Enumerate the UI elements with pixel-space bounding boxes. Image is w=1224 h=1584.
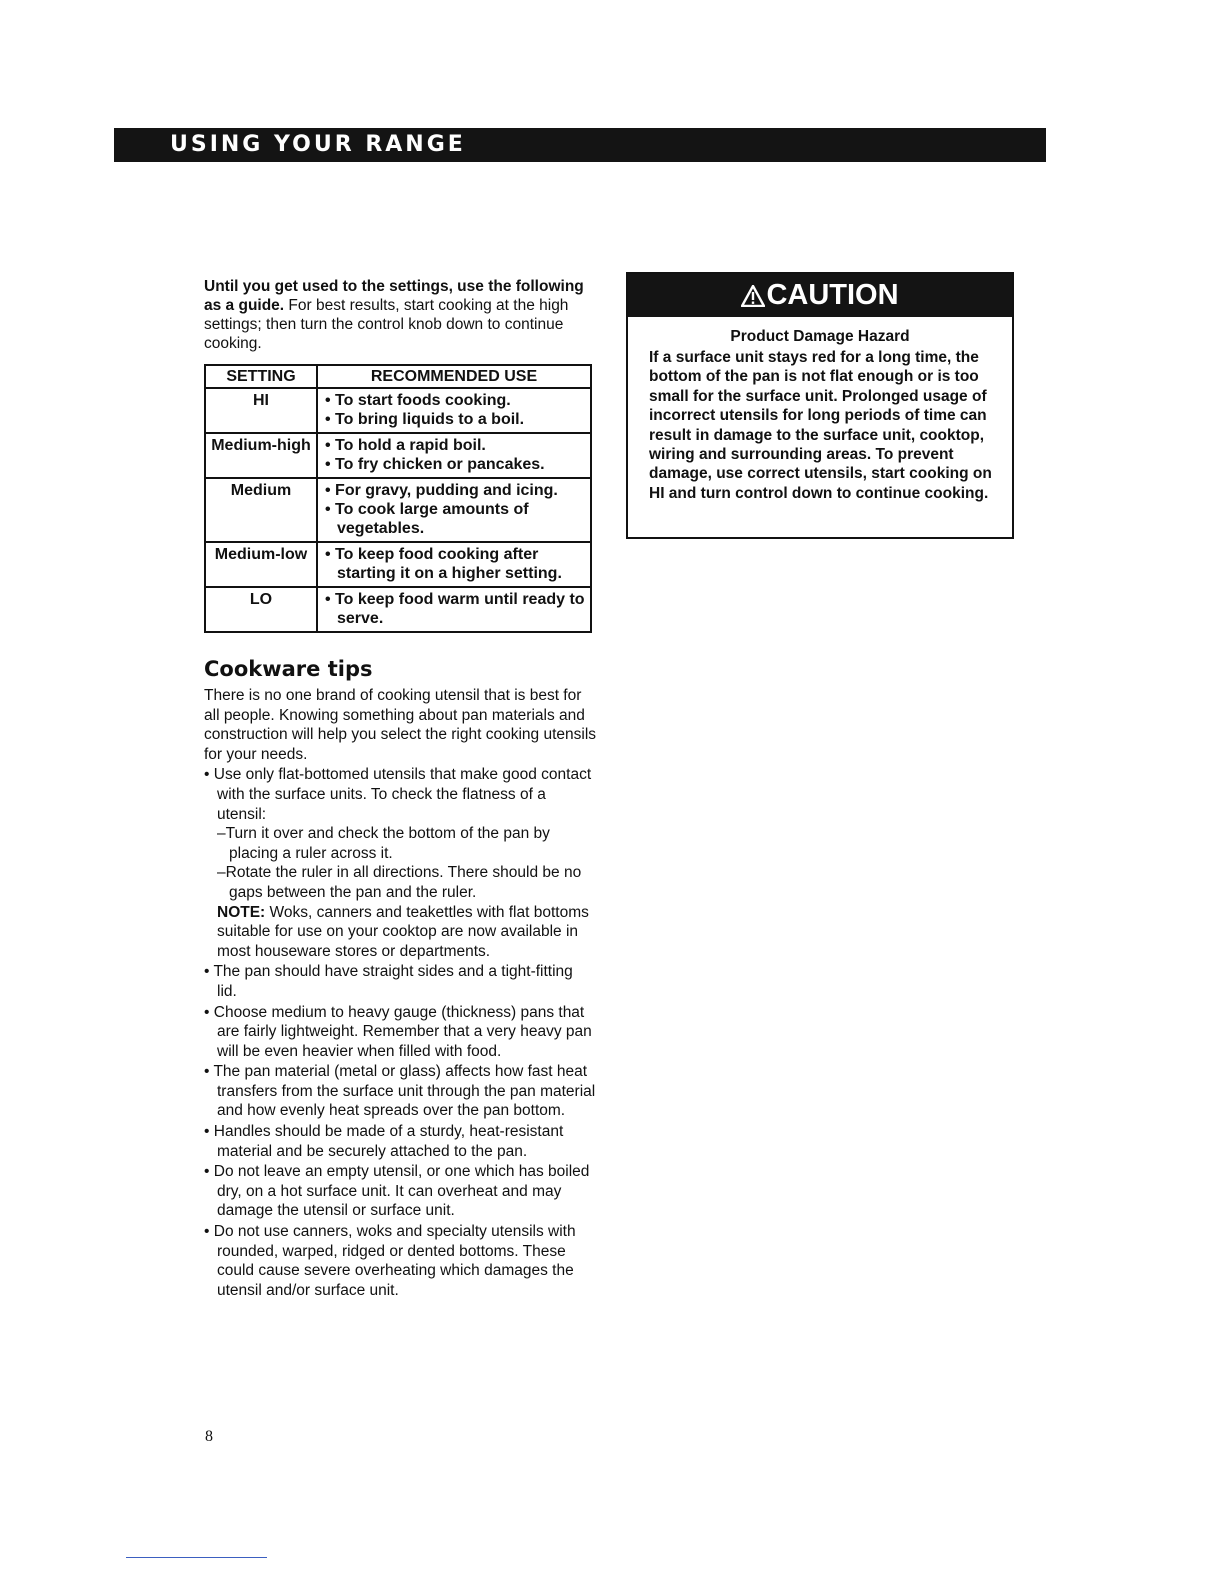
use-text: To keep food warm until ready to serve. xyxy=(335,591,585,627)
tip-text: The pan should have straight sides and a tight-fitting lid. xyxy=(213,963,573,1000)
bullet: • xyxy=(204,1063,210,1081)
list-item xyxy=(322,481,586,500)
bullet: • xyxy=(204,1003,210,1021)
intro-paragraph xyxy=(204,277,592,353)
setting-cell: Medium-high xyxy=(205,433,317,478)
list-item xyxy=(204,1222,596,1300)
recommended-use-cell xyxy=(317,478,591,542)
use-list xyxy=(322,590,586,628)
settings-table-body xyxy=(205,388,591,632)
use-list xyxy=(322,545,586,583)
setting-cell: HI xyxy=(205,388,317,433)
settings-table xyxy=(204,364,592,633)
table-row xyxy=(205,388,591,433)
note xyxy=(217,903,596,962)
recommended-use-cell xyxy=(317,433,591,478)
section-banner xyxy=(114,128,1046,162)
list-item xyxy=(204,962,596,1001)
caution-label: CAUTION xyxy=(766,279,899,311)
column-header-recommended-use: RECOMMENDED USE xyxy=(317,365,591,388)
use-list xyxy=(322,436,586,474)
list-item: –Turn it over and check the bottom of the pan by placing a ruler across it. xyxy=(217,825,550,862)
caution-subtitle: Product Damage Hazard xyxy=(730,328,910,345)
list-item xyxy=(204,1003,596,1062)
bullet: • xyxy=(325,482,336,499)
cookware-intro: There is no one brand of cooking utensil that is best for all people. Knowing something about pan materials and construction will help you select the right cooking utensils for your needs. xyxy=(204,687,597,763)
cookware-tips-heading: Cookware tips xyxy=(204,657,373,681)
use-text: For gravy, pudding and icing. xyxy=(335,482,558,499)
list-item xyxy=(204,1162,596,1221)
list-item xyxy=(322,410,586,429)
tip-text: Use only flat-bottomed utensils that make good contact with the surface units. To check the flatness of a utensil: xyxy=(213,766,592,823)
list-item xyxy=(322,436,586,455)
intro-text: For best results, start cooking at the high settings; then turn the control knob down to continue cooking. xyxy=(204,297,569,352)
tip-text: Do not leave an empty utensil, or one which has boiled dry, on a hot surface unit. It can overheat and may damage the utensil or surface unit. xyxy=(213,1163,590,1220)
table-row xyxy=(205,478,591,542)
list-item xyxy=(322,590,586,628)
list-item: –Rotate the ruler in all directions. There should be no gaps between the pan and the ruler. xyxy=(217,864,582,901)
step-text: Turn it over and check the bottom of the pan by placing a ruler across it. xyxy=(225,825,550,862)
bullet: • xyxy=(325,501,336,518)
step-text: Rotate the ruler in all directions. There should be no gaps between the pan and the ruler. xyxy=(225,864,582,901)
section-title: USING YOUR RANGE xyxy=(170,132,466,157)
bullet: • xyxy=(325,591,336,608)
caution-header xyxy=(628,274,1012,317)
table-row xyxy=(205,542,591,587)
list-item xyxy=(322,545,586,583)
use-text: To hold a rapid boil. xyxy=(335,437,486,454)
use-text: To cook large amounts of vegetables. xyxy=(335,501,529,537)
table-row xyxy=(205,433,591,478)
bullet: • xyxy=(325,411,336,428)
use-list xyxy=(322,391,586,429)
bullet: • xyxy=(325,546,336,563)
bullet: • xyxy=(204,963,210,981)
flatness-steps xyxy=(217,824,596,902)
tip-text: The pan material (metal or glass) affects how fast heat transfers from the surface unit through the pan material and how evenly heat spreads over the pan bottom. xyxy=(213,1063,596,1120)
setting-cell: LO xyxy=(205,587,317,632)
recommended-use-cell xyxy=(317,542,591,587)
cookware-tips-list xyxy=(204,765,596,1300)
list-item xyxy=(322,500,586,538)
list-item xyxy=(204,765,596,961)
recommended-use-cell xyxy=(317,587,591,632)
bullet: • xyxy=(325,392,336,409)
bullet: • xyxy=(325,456,336,473)
list-item xyxy=(322,391,586,410)
table-header-row xyxy=(205,365,591,388)
note-label: NOTE: xyxy=(217,903,266,921)
column-header-setting: SETTING xyxy=(205,365,317,388)
use-text: To keep food cooking after starting it on a higher setting. xyxy=(335,546,562,582)
tip-text: Handles should be made of a sturdy, heat-resistant material and be securely attached to the pan. xyxy=(213,1123,564,1160)
cookware-tips-body xyxy=(204,686,596,1300)
use-list xyxy=(322,481,586,538)
setting-cell: Medium-low xyxy=(205,542,317,587)
use-text: To bring liquids to a boil. xyxy=(335,411,525,428)
page-number: 8 xyxy=(205,1428,213,1445)
use-text: To start foods cooking. xyxy=(335,392,511,409)
intro-bold-text: Until you get used to the settings, use the following as a guide. xyxy=(204,278,584,314)
caution-box xyxy=(626,272,1014,539)
tip-text: Do not use canners, woks and specialty utensils with rounded, warped, ridged or dented bottoms. These could cause severe overheating which damages the utensil and/or surface unit. xyxy=(213,1223,576,1299)
bullet: • xyxy=(204,1163,210,1181)
note-text: Woks, canners and teakettles with flat bottoms suitable for use on your cooktop are now available in most houseware stores or departments. xyxy=(217,903,589,960)
table-row xyxy=(205,587,591,632)
recommended-use-cell xyxy=(317,388,591,433)
list-item xyxy=(322,455,586,474)
setting-cell: Medium xyxy=(205,478,317,542)
use-text: To fry chicken or pancakes. xyxy=(335,456,545,473)
tip-text: Choose medium to heavy gauge (thickness) pans that are fairly lightweight. Remember that a very heavy pan will be even heavier when filled with food. xyxy=(213,1003,592,1060)
footer-rule xyxy=(126,1557,267,1558)
warning-triangle-icon xyxy=(741,285,765,307)
bullet: • xyxy=(325,437,336,454)
list-item xyxy=(204,1122,596,1161)
bullet: • xyxy=(204,766,210,784)
bullet: • xyxy=(204,1123,210,1141)
list-item xyxy=(204,1062,596,1121)
caution-text: If a surface unit stays red for a long time, the bottom of the pan is not flat enough or is too small for the surface unit. Prolonged usage of incorrect utensils for long periods of time can result in damage to the surface unit, cooktop, wiring and surrounding areas. To prevent damage, use correct utensils, start cooking on HI and turn control down to continue cooking. xyxy=(649,349,992,502)
bullet: • xyxy=(204,1223,210,1241)
